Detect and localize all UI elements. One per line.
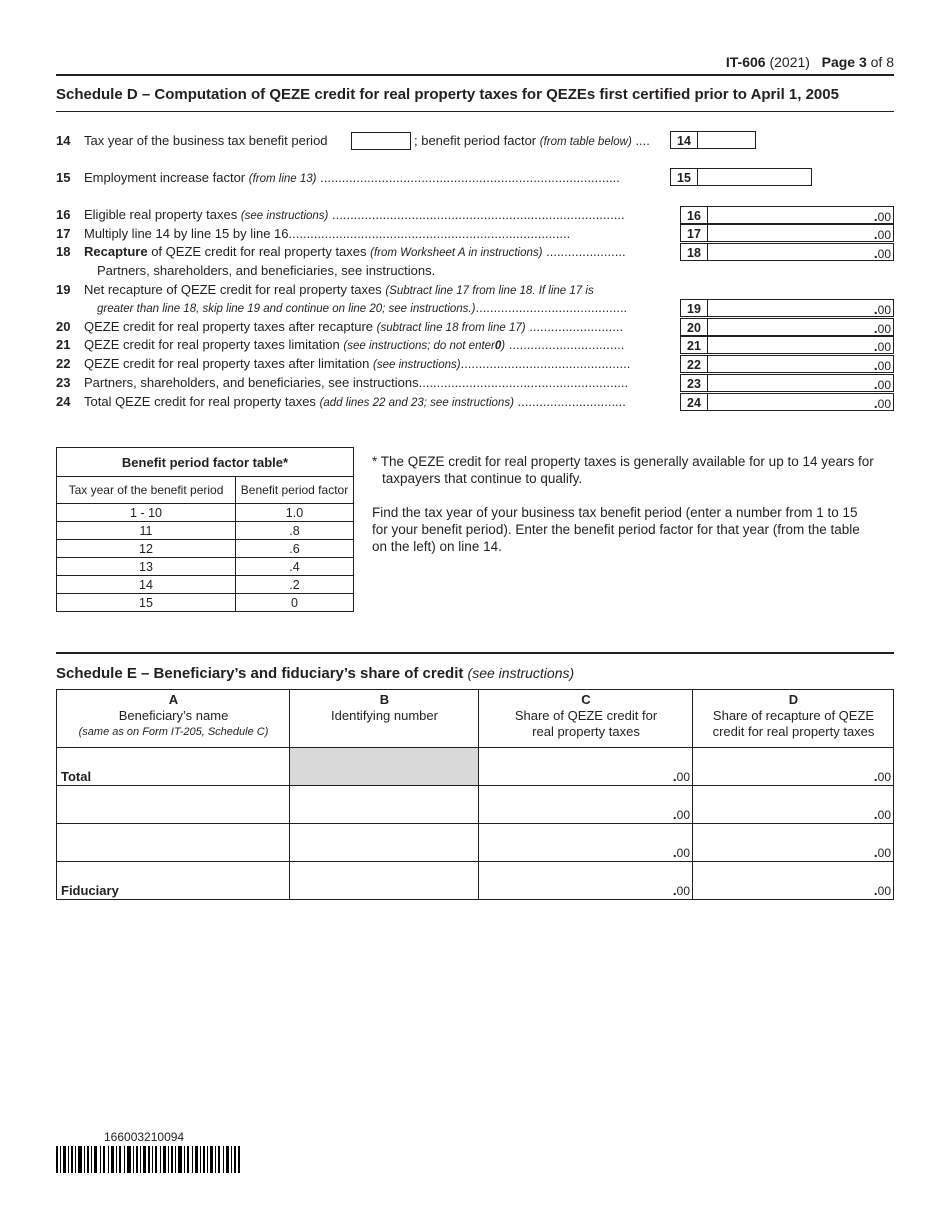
line-15-number: 15 [56,170,71,185]
benefit-table-factor: 0 [236,594,354,612]
line-16-number: 16 [56,207,71,222]
benefit-table-col1-header: Tax year of the benefit period [57,477,236,504]
find-note-line1: Find the tax year of your business tax benefit period (enter a number from 1 to 15 [372,505,858,520]
beneficiary-name-cell[interactable] [57,786,290,824]
form-number: IT-606 [725,54,766,70]
line-16-box-label: 16 [680,206,708,224]
col-b-header: B Identifying number [290,690,479,748]
line-14-number: 14 [56,133,71,148]
col-a-header: A Beneficiary’s name (same as on Form IT-205, Schedule C) [57,690,290,748]
benefit-table-year: 12 [57,540,236,558]
line-22-text: QEZE credit for real property taxes after limitation (see instructions)............................................... [84,356,631,371]
line-23-number: 23 [56,375,71,390]
line-14-text2: ; benefit period factor (from table below) .... [414,133,650,148]
benefit-table-title: Benefit period factor table* [57,448,354,477]
line-21-text: QEZE credit for real property taxes limitation (see instructions; do not enter0) ................................ [84,337,625,352]
line-17-box-label: 17 [680,224,708,242]
benefit-table-year: 15 [57,594,236,612]
row-name: Fiduciary [57,862,290,900]
line-14-text: Tax year of the business tax benefit period [84,133,328,148]
identifying-number-cell[interactable] [290,862,479,900]
barcode-icon [56,1146,240,1173]
benefit-table-factor: .2 [236,576,354,594]
page-of: of 8 [870,54,894,70]
schedule-d-rule [56,111,894,112]
benefit-table-year: 1 - 10 [57,504,236,522]
line-16-amount[interactable]: .00 [707,206,894,224]
line-22-number: 22 [56,356,71,371]
identifying-number-cell[interactable] [290,786,479,824]
benefit-table-factor: 1.0 [236,504,354,522]
line-18-number: 18 [56,244,71,259]
share-recapture-cell[interactable]: .00 [693,862,894,900]
line-23-amount[interactable]: .00 [707,374,894,392]
line-19-text2: greater than line 18, skip line 19 and continue on line 20; see instructions.).......................................... [97,300,628,315]
star-note-line2: taxpayers that continue to qualify. [382,471,583,486]
share-recapture-cell[interactable]: .00 [693,824,894,862]
line-18-box-label: 18 [680,243,708,261]
line-21-box-label: 21 [680,336,708,354]
line-17-text: Multiply line 14 by line 15 by line 16.............................................................................. [84,226,571,241]
line-20-text: QEZE credit for real property taxes after recapture (subtract line 18 from line 17) .......................... [84,319,624,334]
line-21-amount[interactable]: .00 [707,336,894,354]
form-header [726,54,894,70]
col-d-header: D Share of recapture of QEZE credit for real property taxes [693,690,894,748]
benefit-table-factor: .8 [236,522,354,540]
line-18-text: Recapture of QEZE credit for real property taxes (from Worksheet A in instructions) ...................... [84,244,626,259]
schedule-d-title: Schedule D – Computation of QEZE credit for real property taxes for QEZEs first certified prior to April 1, 2005 [56,86,839,103]
beneficiary-name-cell[interactable] [57,824,290,862]
row-name: Total [57,748,290,786]
share-credit-cell[interactable]: .00 [479,748,693,786]
line-15-text: Employment increase factor (from line 13) ................................................................................... [84,170,620,185]
share-credit-cell[interactable]: .00 [479,824,693,862]
share-credit-cell[interactable]: .00 [479,786,693,824]
benefit-table-factor: .4 [236,558,354,576]
line-23-box-label: 23 [680,374,708,392]
line-22-box-label: 22 [680,355,708,373]
line-20-number: 20 [56,319,71,334]
table-row [57,748,894,786]
table-row [57,786,894,824]
line-15-input[interactable] [697,168,812,186]
form-year: (2021) [769,54,810,70]
benefit-notes [372,453,897,555]
line-19-number: 19 [56,282,71,297]
line-16-text: Eligible real property taxes (see instructions) ................................................................................. [84,207,625,222]
line-14-year-input[interactable] [351,132,411,150]
line-17-amount[interactable]: .00 [707,224,894,242]
schedule-e-table [56,689,894,900]
identifying-number-cell[interactable] [290,824,479,862]
share-credit-cell[interactable]: .00 [479,862,693,900]
line-21-number: 21 [56,337,71,352]
find-note-line3: on the left) on line 14. [372,539,502,554]
line-19-box-label: 19 [680,299,708,317]
table-row [57,862,894,900]
benefit-table-year: 13 [57,558,236,576]
identifying-number-cell [290,748,479,786]
line-22-amount[interactable]: .00 [707,355,894,373]
line-14-factor-input[interactable] [697,131,756,149]
benefit-table-year: 14 [57,576,236,594]
schedule-e-rule [56,652,894,654]
line-23-text: Partners, shareholders, and beneficiaries, see instructions.......................................................... [84,375,629,390]
line-18-amount[interactable]: .00 [707,243,894,261]
line-20-box-label: 20 [680,318,708,336]
benefit-table-factor: .6 [236,540,354,558]
page-label: Page 3 [821,54,867,70]
find-note-line2: for your benefit period). Enter the benefit period factor for that year (from the table [372,522,860,537]
line-24-amount[interactable]: .00 [707,393,894,411]
top-rule [56,74,894,76]
benefit-period-factor-table [56,447,354,612]
star-note-line1: * The QEZE credit for real property taxes is generally available for up to 14 years for [372,454,874,469]
line-19-amount[interactable]: .00 [707,299,894,317]
line-15-box-label: 15 [670,168,698,186]
benefit-table-col2-header: Benefit period factor [236,477,354,504]
benefit-table-year: 11 [57,522,236,540]
barcode-number: 166003210094 [104,1130,185,1144]
line-18-subnote: Partners, shareholders, and beneficiaries, see instructions. [97,263,436,278]
line-24-number: 24 [56,394,71,409]
line-14-box-label: 14 [670,131,698,149]
line-24-box-label: 24 [680,393,708,411]
line-19-text: Net recapture of QEZE credit for real property taxes (Subtract line 17 from line 18. If line 17 is [84,282,594,297]
share-recapture-cell[interactable]: .00 [693,786,894,824]
line-17-number: 17 [56,226,71,241]
schedule-e-title: Schedule E – Beneficiary’s and fiduciary’s share of credit [56,665,464,682]
line-24-text: Total QEZE credit for real property taxes (add lines 22 and 23; see instructions) .............................. [84,394,626,409]
table-row [57,824,894,862]
schedule-e-note: (see instructions) [467,665,575,681]
col-c-header: C Share of QEZE credit for real property taxes [479,690,693,748]
line-20-amount[interactable]: .00 [707,318,894,336]
share-recapture-cell[interactable]: .00 [693,748,894,786]
schedule-e-title-row [56,665,574,682]
